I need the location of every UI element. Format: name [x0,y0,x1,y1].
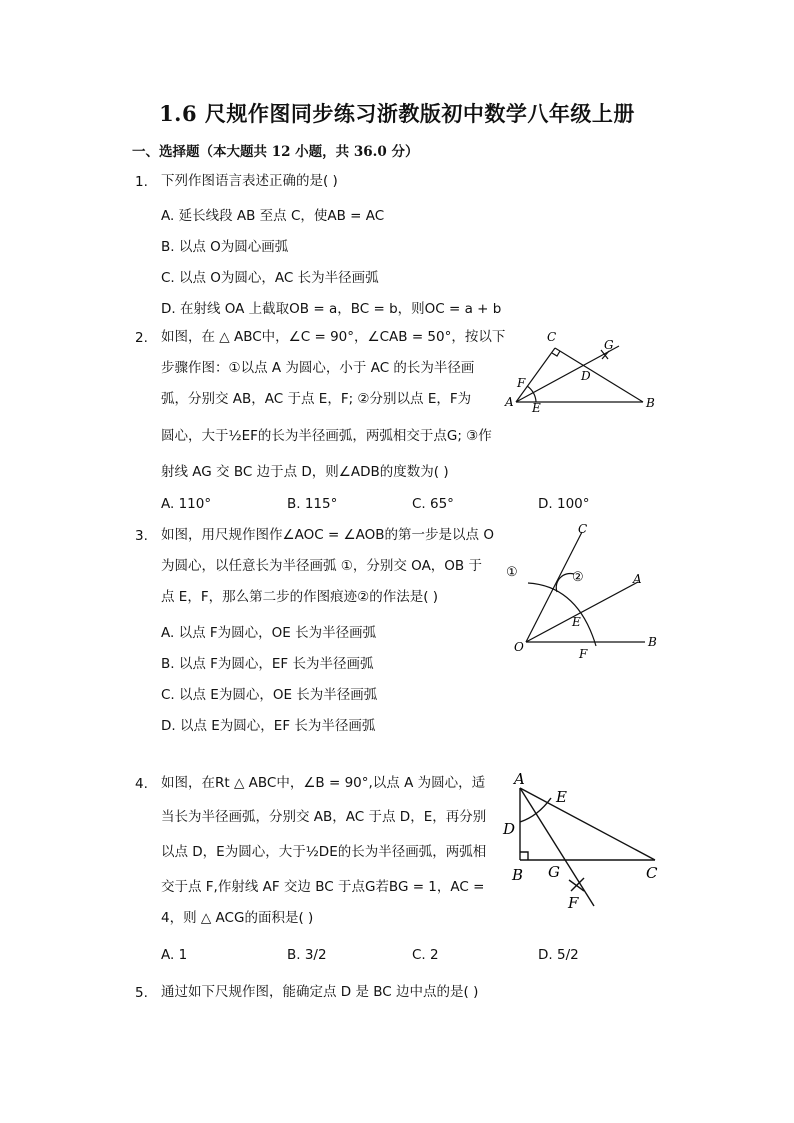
question-line: 为圆心，以任意长为半径画弧 ①，分别交 OA，OB 于 [161,558,482,574]
point-label-a: A [505,395,514,409]
option-d: D. 100° [538,496,590,512]
question-number: 4. [135,776,148,792]
option-a: A. 以点 F为圆心，OE 长为半径画弧 [161,625,377,641]
question-line: 点 E，F，那么第二步的作图痕迹②的作法是( ) [161,589,439,605]
question-line: 4，则 △ ACG的面积是( ) [161,910,314,926]
question-line: 交于点 F,作射线 AF 交边 BC 于点G若BG = 1，AC = [161,879,485,895]
question-line: 圆心，大于½EF的长为半径画弧，两弧相交于点G; ③作 [161,428,492,444]
point-label-f: F [517,376,526,390]
point-label-b: B [646,396,655,410]
point-label-f: F [568,894,579,912]
question-stem: 下列作图语言表述正确的是( ) [161,173,338,189]
point-label-g: G [604,338,614,352]
point-label-d: D [581,369,591,383]
option-b: B. 115° [287,496,338,512]
section-heading: 一、选择题（本大题共 12 小题，共 36.0 分） [132,144,419,160]
point-label-b: B [648,635,657,649]
question-line: 如图，在 △ ABC中，∠C = 90°，∠CAB = 50°，按以下 [161,329,506,345]
point-label-a: A [514,770,525,788]
figure-q4-right-triangle [498,766,668,916]
point-label-o: O [514,640,524,654]
figure-q2-triangle [500,326,670,421]
point-label-a: A [633,572,642,586]
trace-label-2: ② [572,570,584,585]
option-c: C. 以点 E为圆心，OE 长为半径画弧 [161,687,378,703]
page-title: 1.6 尺规作图同步练习浙教版初中数学八年级上册 [159,101,635,126]
option-d: D. 以点 E为圆心，EF 长为半径画弧 [161,718,376,734]
option-b: B. 以点 F为圆心，EF 长为半径画弧 [161,656,374,672]
option-d: D. 5/2 [538,947,579,963]
question-line: 以点 D，E为圆心，大于½DE的长为半径画弧，两弧相 [161,844,487,860]
option-a: A. 110° [161,496,212,512]
question-number: 2. [135,330,148,346]
point-label-e: E [532,401,541,415]
trace-label-1: ① [506,565,518,580]
question-line: 步骤作图：①以点 A 为圆心，小于 AC 的长为半径画 [161,360,475,376]
point-label-f: F [579,647,588,658]
question-number: 1. [135,174,148,190]
point-label-c: C [646,864,658,882]
option-b: B. 3/2 [287,947,327,963]
point-label-c: C [578,522,588,536]
question-line: 如图，用尺规作图作∠AOC = ∠AOB的第一步是以点 O [161,527,494,543]
point-label-e: E [572,615,581,629]
question-stem: 通过如下尺规作图，能确定点 D 是 BC 边中点的是( ) [161,984,479,1000]
question-line: 弧，分别交 AB，AC 于点 E，F; ②分别以点 E，F为 [161,391,472,407]
point-label-b: B [512,866,524,884]
point-label-e: E [556,788,567,806]
option-b: B. 以点 O为圆心画弧 [161,239,289,255]
figure-q3-angle [500,518,670,658]
question-number: 3. [135,528,148,544]
option-d: D. 在射线 OA 上截取OB = a，BC = b，则OC = a + b [161,301,502,317]
option-c: C. 65° [412,496,454,512]
question-line: 如图，在Rt △ ABC中，∠B = 90°,以点 A 为圆心，适 [161,775,486,791]
point-label-d: D [503,820,516,838]
question-line: 当长为半径画弧，分别交 AB，AC 于点 D，E，再分别 [161,809,487,825]
point-label-g: G [548,863,560,881]
option-a: A. 1 [161,947,188,963]
question-line: 射线 AG 交 BC 边于点 D，则∠ADB的度数为( ) [161,464,449,480]
question-number: 5. [135,985,148,1001]
option-c: C. 以点 O为圆心，AC 长为半径画弧 [161,270,379,286]
option-a: A. 延长线段 AB 至点 C，使AB = AC [161,208,385,224]
point-label-c: C [547,330,557,344]
option-c: C. 2 [412,947,439,963]
